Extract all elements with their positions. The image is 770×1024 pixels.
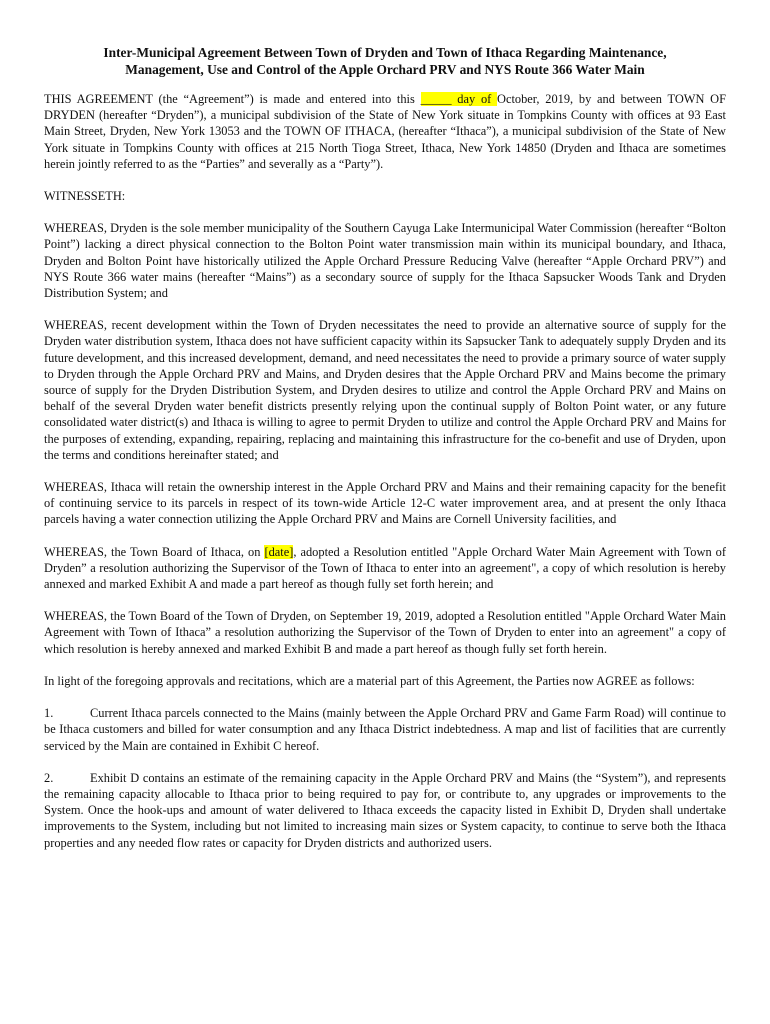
clause-text: Current Ithaca parcels connected to the Mains (mainly between the Apple Orchard PRV and Game Farm Road) will continue to be Ithaca customers and billed for water consumption and any Ithaca District indebtedness. A map and list of facilities that are currently serviced by the Main are contained in Exhibit C hereof. (44, 706, 726, 753)
title-line-1: Inter-Municipal Agreement Between Town of Dryden and Town of Ithaca Regarding Maintenance, (103, 45, 667, 60)
clause-text: Exhibit D contains an estimate of the remaining capacity in the Apple Orchard PRV and Mains (the “System”), and represents the remaining capacity allocable to Ithaca prior to being required to pay for, or contribute to, any upgrades or improvements to the System. Once the hook-ups and amount of water delivered to Ithaca exceeds the capacity listed in Exhibit D, Dryden shall undertake improvements to the System, including but not limited to increasing main sizes or System capacity, to continue to serve both the Ithaca properties and any needed flow rates or capacity for Dryden districts and authorized users. (44, 770, 726, 850)
whereas-paragraph-5: WHEREAS, the Town Board of the Town of Dryden, on September 19, 2019, adopted a Resolution entitled "Apple Orchard Water Main Agreement with Town of Ithaca” a resolution authorizing the Supervisor of the Town of Dryden to enter into an agreement" a copy of which resolution is hereby annexed and marked Exhibit B and made a part hereof as though fully set forth herein. (44, 609, 726, 656)
intro-text-start: THIS AGREEMENT (the “Agreement”) is made and entered into this (44, 92, 421, 106)
intro-paragraph (44, 91, 726, 172)
intro-text-end: October, 2019, by and between TOWN OF DRYDEN (hereafter “Dryden”), a municipal subdivision of the State of New York situate in Tompkins County with offices at 93 East Main Street, Dryden, New York 13053 and the TOWN OF ITHACA, (hereafter “Ithaca”), a municipal subdivision of the State of New York situate in Tompkins County with offices at 215 North Tioga Street, Ithaca, New York 14850 (Dryden and Ithaca are sometimes herein jointly referred to as the “Parties” and severally as a “Party”). (44, 92, 727, 171)
date-blank-highlight: _____ day of (420, 92, 498, 106)
witnesseth-heading: WITNESSETH: (44, 189, 126, 204)
whereas-paragraph-3: WHEREAS, Ithaca will retain the ownership interest in the Apple Orchard PRV and Mains and their remaining capacity for the benefit of continuing service to its parcels in respect of its town-wide Article 12-C water improvement area, and at present the only Ithaca parcels having a water connection utilizing the Apple Orchard PRV and Mains are Cornell University facilities, and (44, 480, 726, 527)
whereas4-text-start: WHEREAS, the Town Board of Ithaca, on (44, 544, 265, 559)
whereas-paragraph-2: WHEREAS, recent development within the Town of Dryden necessitates the need to provide an alternative source of supply for the Dryden water distribution system, Ithaca does not have sufficient capacity within its Sapsucker Tank to adequately supply Dryden and its future development, and this increased development, demand, and need necessitates the need to provide a primary source of water supply to Dryden through the Apple Orchard PRV and Mains, and Dryden desires that the Apple Orchard PRV and Mains become the primary source of supply for the Dryden Distribution System, and Dryden desires to utilize and control the Apple Orchard PRV and Mains on behalf of the several Dryden water benefit districts presently relying upon the continual supply of Bolton Point water, or any future consolidated water district(s) and Ithaca is willing to agree to permit Dryden to utilize and control the Apple Orchard PRV and Mains for the purposes of extending, expanding, repairing, replacing and maintaining this infrastructure for the co-benefit and use of Dryden, upon the terms and conditions hereinafter stated; and (44, 318, 726, 462)
document-title (44, 44, 726, 78)
title-line-2: Management, Use and Control of the Apple Orchard PRV and NYS Route 366 Water Main (125, 62, 645, 77)
clause-2 (44, 770, 726, 851)
clause-1 (44, 705, 726, 754)
date-placeholder-highlight: [date] (264, 544, 294, 559)
clause-number: 2. (44, 770, 54, 785)
whereas-paragraph-4 (44, 544, 726, 593)
whereas-paragraph-1: WHEREAS, Dryden is the sole member municipality of the Southern Cayuga Lake Intermunicipal Water Commission (hereafter “Bolton Point”) lacking a direct physical connection to the Bolton Point water transmission main within its municipal boundary, and Ithaca, Dryden and Bolton Point have historically utilized the Apple Orchard Pressure Reducing Valve (hereafter “Apple Orchard PRV”) and NYS Route 366 water mains (hereafter “Mains”) as a secondary source of supply for the Ithaca Sapsucker Woods Tank and Dryden Distribution System; and (44, 221, 726, 301)
whereas4-text-end: , adopted a Resolution entitled "Apple Orchard Water Main Agreement with Town of Dryden” a resolution authorizing the Supervisor of the Town of Ithaca to enter into an agreement", a copy of which resolution is hereby annexed and marked Exhibit A and made a part hereof as though fully set forth herein; and (44, 544, 726, 592)
foregoing-paragraph: In light of the foregoing approvals and recitations, which are a material part of this Agreement, the Parties now AGREE as follows: (44, 673, 695, 688)
clause-number: 1. (44, 706, 54, 721)
